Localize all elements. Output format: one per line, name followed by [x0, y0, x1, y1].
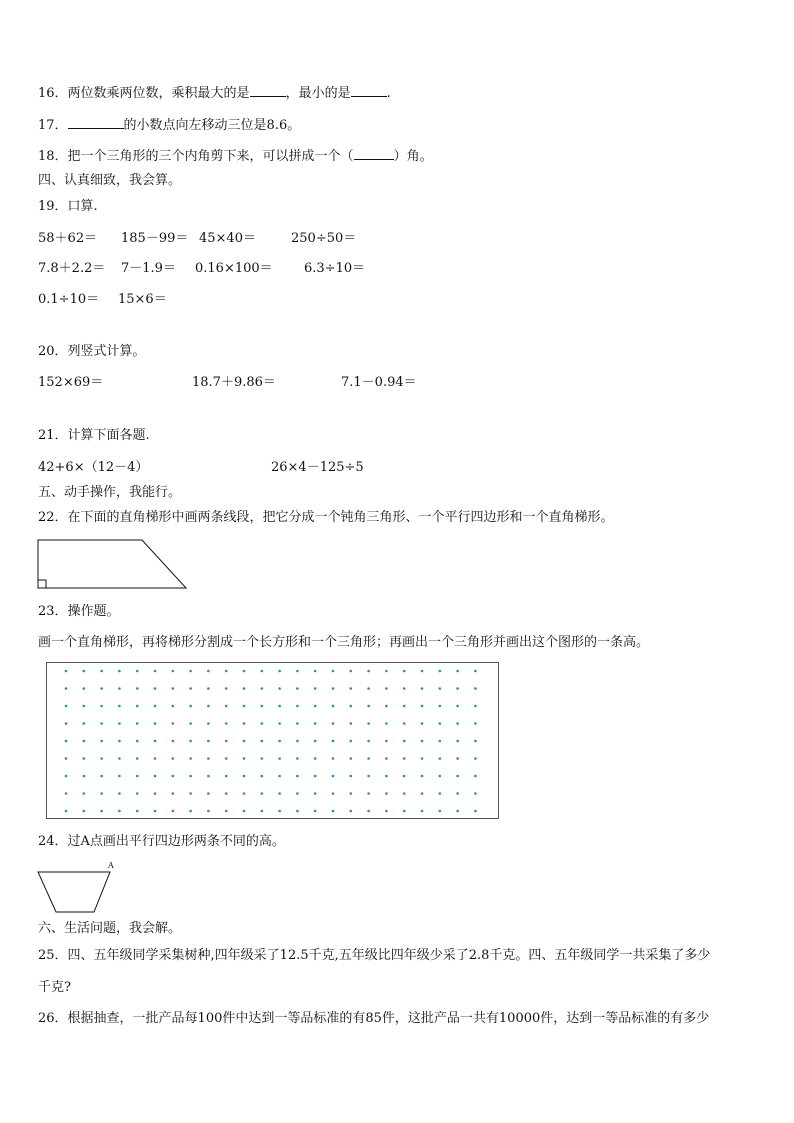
grid-dot: [278, 722, 281, 725]
calc-item: 26×4－125÷5: [271, 460, 364, 475]
grid-dot: [474, 792, 477, 795]
grid-dot: [189, 792, 192, 795]
grid-dot: [314, 757, 317, 760]
grid-dot: [118, 670, 121, 673]
grid-dot: [172, 740, 175, 743]
question-text: 口算.: [67, 199, 98, 214]
grid-dot: [421, 722, 424, 725]
grid-dot: [172, 757, 175, 760]
grid-dot: [83, 792, 86, 795]
grid-dot: [100, 705, 103, 708]
grid-dot: [136, 705, 139, 708]
question-text: 的小数点向左移动三位是8.6。: [123, 118, 301, 133]
grid-dot: [189, 670, 192, 673]
grid-dot: [189, 687, 192, 690]
grid-dot: [439, 792, 442, 795]
grid-dot: [385, 810, 388, 813]
grid-dot: [350, 705, 353, 708]
grid-dot: [403, 740, 406, 743]
grid-dot: [385, 757, 388, 760]
grid-dot: [367, 757, 370, 760]
grid-dot: [83, 775, 86, 778]
grid-dot: [172, 705, 175, 708]
mental-math-item: 45×40＝: [199, 231, 256, 246]
grid-dot: [65, 705, 68, 708]
grid-dot: [154, 705, 157, 708]
grid-dot: [243, 740, 246, 743]
grid-dot: [243, 775, 246, 778]
mental-math-item: 0.1÷10＝: [38, 292, 100, 307]
grid-dot: [225, 792, 228, 795]
question-25: [38, 948, 710, 964]
grid-dot: [189, 722, 192, 725]
grid-dot: [261, 722, 264, 725]
grid-dot: [314, 810, 317, 813]
grid-dot: [243, 687, 246, 690]
grid-dot: [243, 670, 246, 673]
grid-dot: [154, 687, 157, 690]
question-16: [38, 84, 391, 102]
grid-dot: [456, 687, 459, 690]
grid-dot: [332, 810, 335, 813]
grid-dot: [225, 670, 228, 673]
question-text: ）角。: [393, 149, 433, 164]
grid-dot: [154, 670, 157, 673]
grid-dot: [136, 722, 139, 725]
grid-dot: [350, 722, 353, 725]
grid-dot: [296, 810, 299, 813]
question-text: 操作题。: [67, 604, 120, 619]
grid-dot: [474, 810, 477, 813]
mental-math-item: 15×6＝: [118, 292, 167, 307]
grid-dot: [225, 757, 228, 760]
grid-dot: [225, 775, 228, 778]
grid-dot: [439, 687, 442, 690]
grid-dot: [225, 810, 228, 813]
question-number: 26．: [38, 1011, 68, 1026]
grid-dot: [439, 740, 442, 743]
grid-dot: [136, 810, 139, 813]
question-number: 25．: [38, 948, 68, 963]
grid-dot: [350, 792, 353, 795]
grid-dot: [172, 810, 175, 813]
grid-dot: [243, 810, 246, 813]
grid-dot: [118, 705, 121, 708]
grid-dot: [225, 687, 228, 690]
grid-dot: [367, 705, 370, 708]
grid-dot: [367, 722, 370, 725]
grid-dot: [278, 670, 281, 673]
question-20: [38, 344, 146, 360]
grid-dot: [154, 722, 157, 725]
grid-dot: [314, 705, 317, 708]
grid-dot: [243, 792, 246, 795]
grid-dot: [65, 810, 68, 813]
grid-dot: [367, 810, 370, 813]
grid-dot: [456, 775, 459, 778]
grid-dot: [332, 705, 335, 708]
question-23-instruction: 画一个直角梯形，再将梯形分割成一个长方形和一个三角形；再画出一个三角形并画出这个图形的一条高。: [38, 635, 650, 650]
grid-dot: [100, 792, 103, 795]
grid-dot: [118, 740, 121, 743]
grid-dot: [100, 670, 103, 673]
grid-dot: [154, 792, 157, 795]
question-18: [38, 147, 433, 165]
question-17: [38, 116, 300, 134]
grid-dot: [296, 740, 299, 743]
grid-dot: [83, 687, 86, 690]
grid-dot: [332, 757, 335, 760]
grid-dot: [278, 775, 281, 778]
grid-dot: [385, 687, 388, 690]
grid-dot: [403, 670, 406, 673]
grid-dot: [456, 722, 459, 725]
grid-dot: [474, 705, 477, 708]
grid-dot: [456, 757, 459, 760]
grid-dot: [261, 705, 264, 708]
grid-dot: [474, 775, 477, 778]
grid-dot: [83, 740, 86, 743]
grid-dot: [403, 792, 406, 795]
mental-math-item: 7.8＋2.2＝: [38, 261, 106, 276]
grid-dot: [118, 687, 121, 690]
grid-dot: [403, 687, 406, 690]
grid-dot: [403, 775, 406, 778]
grid-dot: [421, 792, 424, 795]
grid-dot: [225, 705, 228, 708]
grid-dot: [385, 670, 388, 673]
grid-dot: [189, 757, 192, 760]
question-19: [38, 199, 98, 215]
grid-dot: [332, 670, 335, 673]
grid-dot: [118, 722, 121, 725]
grid-dot: [100, 687, 103, 690]
grid-dot: [332, 792, 335, 795]
parallelogram-figure: [36, 860, 126, 916]
grid-dot: [100, 757, 103, 760]
grid-dot: [65, 687, 68, 690]
grid-dot: [65, 757, 68, 760]
grid-dot: [421, 705, 424, 708]
grid-dot: [207, 757, 210, 760]
grid-dot: [314, 670, 317, 673]
grid-dot: [172, 670, 175, 673]
question-text: 计算下面各题.: [67, 428, 150, 443]
grid-dot: [278, 705, 281, 708]
grid-dot: [83, 705, 86, 708]
grid-dot: [367, 740, 370, 743]
grid-dot: [207, 687, 210, 690]
grid-dot: [172, 687, 175, 690]
grid-dot: [474, 740, 477, 743]
grid-dot: [296, 757, 299, 760]
grid-dot: [154, 775, 157, 778]
grid-dot: [296, 670, 299, 673]
grid-dot: [261, 670, 264, 673]
grid-dot: [421, 740, 424, 743]
right-trapezoid-figure: [36, 538, 190, 592]
question-text: 列竖式计算。: [67, 344, 146, 359]
answer-blank[interactable]: [68, 116, 124, 129]
grid-dot: [83, 722, 86, 725]
grid-dot: [207, 670, 210, 673]
grid-dot: [296, 722, 299, 725]
mental-math-item: 58＋62＝: [38, 231, 98, 246]
grid-dot: [385, 792, 388, 795]
grid-dot: [278, 757, 281, 760]
grid-dot: [439, 705, 442, 708]
question-number: 18．: [38, 149, 68, 164]
grid-dot: [332, 687, 335, 690]
grid-dot: [136, 792, 139, 795]
grid-dot: [189, 775, 192, 778]
grid-dot: [118, 792, 121, 795]
grid-dot: [403, 722, 406, 725]
grid-dot: [385, 775, 388, 778]
grid-dot: [243, 722, 246, 725]
grid-dot: [421, 775, 424, 778]
grid-dot: [278, 740, 281, 743]
grid-dot: [367, 670, 370, 673]
question-text: 根据抽查，一批产品每100件中达到一等品标准的有85件，这批产品一共有10000件，达到一等品标准的有多少: [67, 1011, 710, 1026]
question-number: 24．: [38, 834, 68, 849]
grid-dot: [65, 740, 68, 743]
grid-dot: [421, 687, 424, 690]
grid-dot: [385, 722, 388, 725]
answer-blank[interactable]: [250, 84, 286, 97]
grid-dot: [474, 722, 477, 725]
grid-dot: [474, 670, 477, 673]
question-number: 21．: [38, 428, 68, 443]
question-text: ，最小的是: [285, 86, 351, 101]
question-text: 四、五年级同学采集树种,四年级采了12.5千克,五年级比四年级少采了2.8千克。四、五年级同学一共采集了多少: [67, 948, 711, 963]
grid-dot: [207, 740, 210, 743]
grid-dot: [154, 810, 157, 813]
grid-dot: [367, 792, 370, 795]
grid-dot: [439, 757, 442, 760]
grid-dot: [314, 792, 317, 795]
mental-math-item: 250÷50＝: [291, 231, 357, 246]
grid-dot: [296, 775, 299, 778]
grid-dot: [136, 757, 139, 760]
grid-dot: [100, 740, 103, 743]
grid-dot: [154, 757, 157, 760]
grid-dot: [278, 810, 281, 813]
calc-item: 42+6×（12－4）: [38, 460, 149, 475]
question-26: [38, 1011, 709, 1027]
grid-dot: [456, 705, 459, 708]
grid-dot: [403, 705, 406, 708]
grid-dot: [207, 722, 210, 725]
grid-dot: [314, 722, 317, 725]
grid-dot: [172, 792, 175, 795]
grid-dot: [189, 810, 192, 813]
grid-dot: [65, 775, 68, 778]
grid-dot: [65, 792, 68, 795]
grid-dot: [189, 740, 192, 743]
grid-dot: [100, 810, 103, 813]
grid-dot: [367, 775, 370, 778]
grid-dot: [172, 775, 175, 778]
grid-dot: [314, 775, 317, 778]
grid-dot: [83, 810, 86, 813]
grid-dot: [278, 792, 281, 795]
grid-dot: [261, 775, 264, 778]
grid-dot: [207, 705, 210, 708]
grid-dot: [278, 687, 281, 690]
grid-dot: [207, 792, 210, 795]
grid-dot: [261, 740, 264, 743]
grid-dot: [296, 792, 299, 795]
question-text: 在下面的直角梯形中画两条线段，把它分成一个钝角三角形、一个平行四边形和一个直角梯形。: [67, 510, 614, 525]
grid-dot: [118, 775, 121, 778]
grid-dot: [439, 670, 442, 673]
grid-dot: [314, 687, 317, 690]
grid-dot: [314, 740, 317, 743]
question-24: [38, 834, 285, 850]
grid-dot: [456, 810, 459, 813]
answer-blank[interactable]: [354, 147, 394, 160]
grid-dot: [136, 687, 139, 690]
answer-blank[interactable]: [351, 84, 387, 97]
question-text: 把一个三角形的三个内角剪下来，可以拼成一个（: [67, 149, 354, 164]
grid-dot: [367, 687, 370, 690]
question-text: .: [386, 86, 391, 101]
grid-dot: [350, 775, 353, 778]
grid-dot: [456, 740, 459, 743]
mental-math-item: 7－1.9＝: [121, 261, 176, 276]
grid-dot: [83, 757, 86, 760]
mental-math-item: 6.3÷10＝: [304, 261, 366, 276]
grid-dot: [385, 740, 388, 743]
mental-math-item: 0.16×100＝: [195, 261, 273, 276]
grid-dot: [261, 757, 264, 760]
grid-dot: [456, 670, 459, 673]
vertical-calc-item: 152×69＝: [38, 375, 104, 390]
grid-dot: [350, 810, 353, 813]
question-number: 20．: [38, 344, 68, 359]
question-text: 过A点画出平行四边形两条不同的高。: [67, 834, 285, 849]
mental-math-item: 185－99＝: [121, 231, 189, 246]
grid-dot: [296, 687, 299, 690]
grid-dot: [189, 705, 192, 708]
grid-dot: [118, 810, 121, 813]
grid-dot: [421, 670, 424, 673]
question-22: [38, 510, 614, 526]
grid-dot: [456, 792, 459, 795]
vertical-calc-item: 7.1－0.94＝: [341, 375, 417, 390]
grid-dot: [225, 740, 228, 743]
grid-dot: [439, 722, 442, 725]
grid-dot: [350, 757, 353, 760]
grid-dot: [136, 740, 139, 743]
grid-dot: [421, 810, 424, 813]
grid-dot: [83, 670, 86, 673]
grid-dot: [350, 740, 353, 743]
grid-dot: [439, 775, 442, 778]
grid-dot: [296, 705, 299, 708]
grid-dot: [65, 670, 68, 673]
grid-dot: [243, 705, 246, 708]
vertical-calc-item: 18.7＋9.86＝: [192, 375, 276, 390]
grid-dot: [136, 670, 139, 673]
grid-dot: [403, 757, 406, 760]
grid-dot: [100, 722, 103, 725]
grid-dot: [421, 757, 424, 760]
question-text: 两位数乘两位数，乘积最大的是: [67, 86, 250, 101]
grid-dot: [100, 775, 103, 778]
question-23: [38, 604, 120, 620]
grid-dot: [261, 810, 264, 813]
dot-grid-canvas[interactable]: [46, 662, 499, 819]
question-number: 22．: [38, 510, 68, 525]
grid-dot: [385, 705, 388, 708]
section-heading-6: 六、生活问题，我会解。: [38, 921, 182, 936]
grid-dot: [403, 810, 406, 813]
question-number: 23．: [38, 604, 68, 619]
grid-dot: [261, 792, 264, 795]
point-a-label: A: [108, 861, 114, 870]
grid-dot: [154, 740, 157, 743]
question-number: 19．: [38, 199, 68, 214]
question-25-cont: 千克?: [38, 980, 71, 995]
grid-dot: [474, 757, 477, 760]
grid-dot: [350, 670, 353, 673]
grid-dot: [136, 775, 139, 778]
grid-dot: [332, 775, 335, 778]
grid-dot: [207, 810, 210, 813]
grid-dot: [172, 722, 175, 725]
grid-dot: [332, 740, 335, 743]
grid-dot: [225, 722, 228, 725]
grid-dot: [439, 810, 442, 813]
question-21: [38, 428, 150, 444]
grid-dot: [261, 687, 264, 690]
grid-dot: [350, 687, 353, 690]
question-number: 16．: [38, 86, 68, 101]
grid-dot: [474, 687, 477, 690]
question-number: 17．: [38, 118, 68, 133]
section-heading-5: 五、动手操作，我能行。: [38, 485, 182, 500]
section-heading-4: 四、认真细致，我会算。: [38, 173, 182, 188]
grid-dot: [332, 722, 335, 725]
grid-dot: [118, 757, 121, 760]
grid-dot: [65, 722, 68, 725]
grid-dot: [243, 757, 246, 760]
grid-dot: [207, 775, 210, 778]
